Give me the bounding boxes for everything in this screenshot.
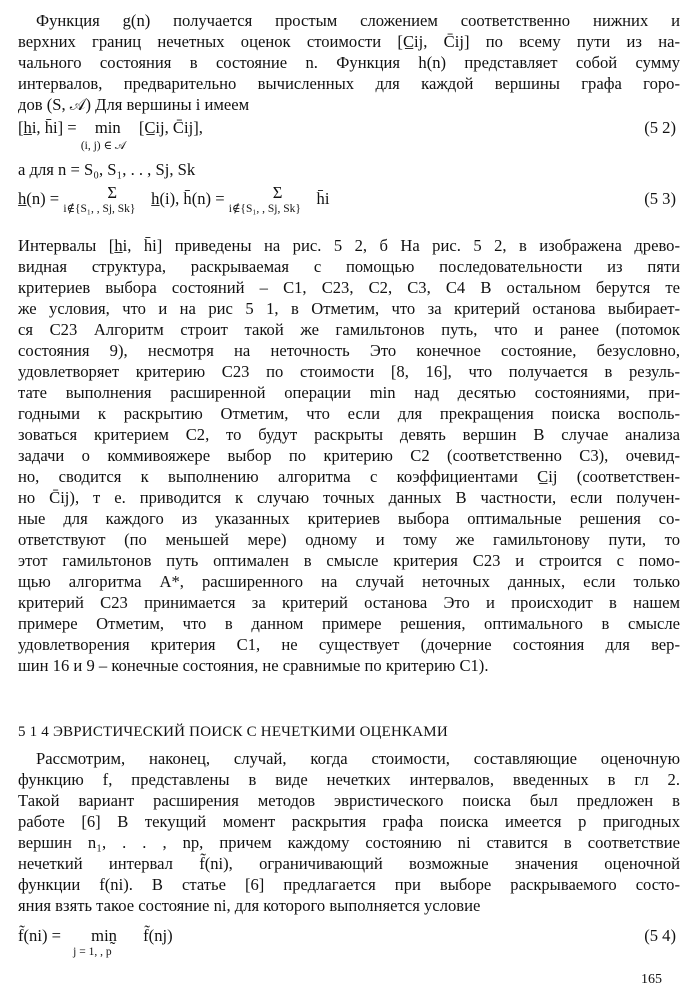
paragraph-3-line-1: Рассмотрим, наконец, случай, когда стоимости, составляющие оценочную — [36, 749, 680, 768]
paragraph-2-line-18: критерий C23 принимается за критерий останова Это и происходит в нашем — [18, 593, 680, 612]
eq52-rhs: [C̲ij, C̄ij], — [138, 118, 203, 137]
paragraph-2-line-5: ся C23 Алгоритм строит такой же гамильтонов путь, что и ранее (потомок — [18, 320, 680, 339]
eq54-lhs: f̃(ni) = — [18, 926, 61, 945]
equation-5-2 — [18, 118, 203, 152]
paragraph-3-line-7: функции f(ni). В статье [6] предлагается при выборе раскрываемого состо- — [18, 875, 680, 894]
eq52-min-operator: min (i, j) ∈ 𝒜 — [80, 118, 126, 152]
equation-number-5-2: (5 2) — [644, 118, 676, 137]
paragraph-2-line-12: но, сводится к выполнению алгоритма с коэффициентами C̲ij (соответствен- — [18, 467, 680, 486]
paragraph-2-line-20: удовлетворения критерия C1, не существует (дочерние состояния для вер- — [18, 635, 680, 654]
eq52-lhs: [h̲i, h̄i] = — [18, 118, 77, 137]
paragraph-2-line-17: щью алгоритма A*, расширенного на случай неточных данных, если только — [18, 572, 680, 591]
equation-number-5-3: (5 3) — [644, 189, 676, 208]
paragraph-3-line-3: Такой вариант расширения методов эвристического поиска был предложен в — [18, 791, 680, 810]
paragraph-2-line-6: состояния 9), несмотря на неточность Это конечное состояние, безусловно, — [18, 341, 680, 360]
paragraph-1-line-3: чального состояния в состояние n. Функция h(n) представляет собой сумму — [18, 53, 680, 72]
eq54-min-subscript: j = 1, , p — [73, 946, 112, 958]
paragraph-2-line-3: критериев выбора состояний – C1, C23, C2, C3, C4 В остальном берутся те — [18, 278, 680, 297]
section-heading: 5 1 4 ЭВРИСТИЧЕСКИЙ ПОИСК С НЕЧЕТКИМИ ОЦЕНКАМИ — [18, 724, 448, 740]
equation-number-5-4: (5 4) — [644, 926, 676, 945]
paragraph-3-line-4: работе [6] В текущий момент раскрытия графа поиска имеется p пригодных — [18, 812, 680, 831]
paragraph-3-line-8: яния взять такое состояние ni, для которого выполняется условие — [18, 896, 481, 915]
paragraph-2-line-8: тате выполнения расширенной операции min над десятью состояниями, при- — [18, 383, 680, 402]
equation-5-3 — [18, 183, 330, 215]
paragraph-1-line-4: интервалов, предварительно вычисленных для каждой вершины графа горо- — [18, 74, 680, 93]
domain-line: а для n = S₀, S₁, . . , Sj, Sk — [18, 160, 196, 179]
eq53-sum-2-subscript: i∉{S₁, , Sj, Sk} — [228, 203, 301, 215]
paragraph-2-line-2: видная структура, раскрываемая с помощью последовательности из пяти — [18, 257, 680, 276]
paragraph-3-line-2: функцию f, представлены в виде нечетких интервалов, введенных в гл 2. — [18, 770, 680, 789]
eq53-sigma-2: Σ i∉{S₁, , Sj, Sk} — [228, 183, 301, 215]
paragraph-2-line-15: ответствуют (по меньшей мере) одному и тому же гамильтонову пути, то — [18, 530, 680, 549]
paragraph-2-line-19: примере Отметим, что в данном примере решения, оптимального в смысле — [18, 614, 680, 633]
paragraph-2-line-7: удовлетворяет критерию C23 по стоимости [8, 16], что получается в резуль- — [18, 362, 680, 381]
eq53-sum-1-subscript: i∉{S₁, , Sj, Sk} — [63, 203, 136, 215]
eq54-rhs: f̃(nj) — [143, 926, 173, 945]
eq53-part1: h̲(n) = — [18, 189, 60, 208]
equation-5-4 — [18, 926, 173, 958]
paragraph-2-line-21: шин 16 и 9 – конечные состояния, не сравнимые по критерию C1). — [18, 656, 489, 675]
paragraph-2-line-9: годными к раскрытию Отметим, что если для прекращения поиска восполь- — [18, 404, 680, 423]
paragraph-3-line-6: нечеткий интервал f̃(ni), ограничивающий возможные значения оценочной — [18, 854, 680, 873]
paragraph-2-line-16: этот гамильтонов путь оптимален в смысле критерия C23 и строится с помо- — [18, 551, 680, 570]
eq53-sigma-1: Σ i∉{S₁, , Sj, Sk} — [63, 183, 136, 215]
paragraph-2-line-10: зоваться критерием C2, то будут раскрыты девять вершин В случае анализа — [18, 425, 680, 444]
paragraph-1-line-5: дов (S, 𝒜) Для вершины i имеем — [18, 95, 250, 114]
eq54-min-operator: min̰ j = 1, , p — [73, 926, 117, 958]
page-number: 165 — [641, 972, 662, 987]
paragraph-2-line-14: ные для каждого из указанных критериев выбора оптимальные решения со- — [18, 509, 680, 528]
paragraph-1-line-2: верхних границ нечетных оценок стоимости [C̲ij, C̄ij] по всему пути из на- — [18, 32, 680, 51]
paragraph-2-line-4: же условия, что и на рис 5 1, в Отметим, что за критерий останова выбирает- — [18, 299, 680, 318]
eq53-end: h̄i — [316, 189, 330, 208]
paragraph-2-line-1: Интервалы [h̲i, h̄i] приведены на рис. 5 2, б На рис. 5 2, в изображена древо- — [18, 236, 680, 255]
paragraph-1-line-1: Функция g(n) получается простым сложением соответственно нижних и — [36, 11, 680, 30]
paragraph-3-line-5: вершин n₁, . . , np, причем каждому состоянию ni ставится в соответствие — [18, 833, 680, 852]
paragraph-2-line-11: задачи о коммивояжере выбор по критерию C2 (соответственно C3), очевид- — [18, 446, 680, 465]
paragraph-2-line-13: но C̄ij), т е. приводится к случаю точных данных В частности, если получен- — [18, 488, 680, 507]
eq52-min-subscript: (i, j) ∈ 𝒜 — [80, 140, 126, 152]
eq53-middle: h̲(i), h̄(n) = — [151, 189, 225, 208]
